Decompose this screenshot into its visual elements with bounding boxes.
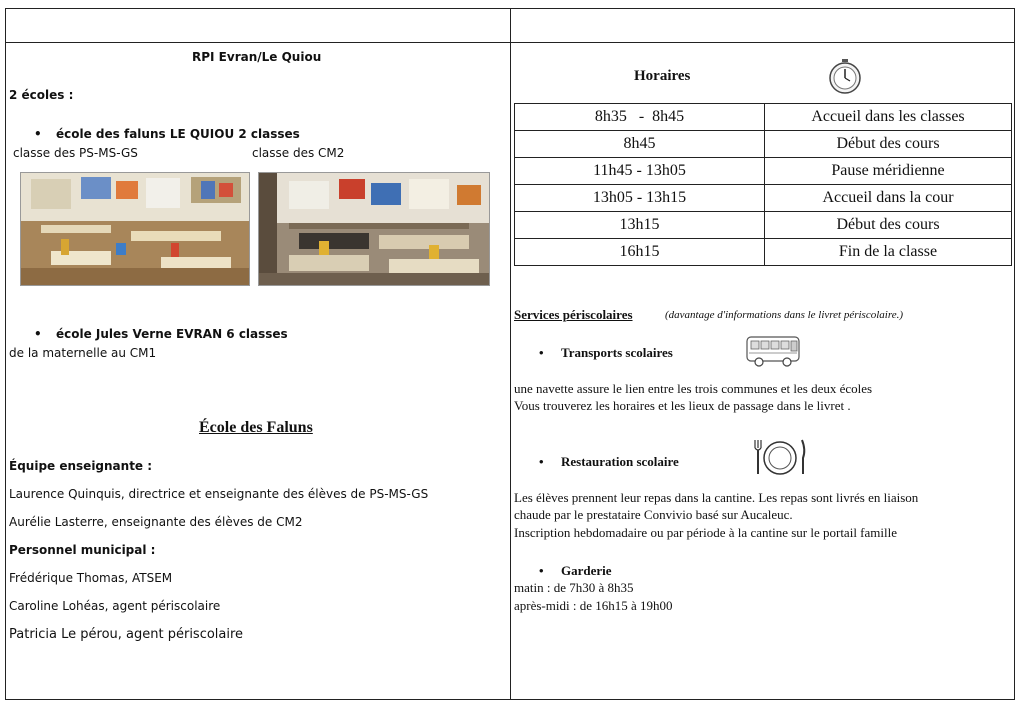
school1-name: • école des faluns LE QUIOU 2 classes <box>56 127 300 141</box>
personnel-member: Patricia Le pérou, agent périscolaire <box>9 627 244 642</box>
schedule-time: 11h45 - 13h05 <box>515 158 765 185</box>
school-bus-icon <box>745 331 803 369</box>
school2-desc: de la maternelle au CM1 <box>9 346 157 360</box>
schedule-time: 8h45 <box>515 131 765 158</box>
schedule-time: 13h15 <box>515 212 765 239</box>
column-divider <box>510 8 511 700</box>
equipe-member: Laurence Quinquis, directrice et enseignante des élèves de PS-MS-GS <box>9 487 429 501</box>
resto-line: chaude par le prestataire Convivio basé sur Aucaleuc. <box>514 507 793 522</box>
services-note: (davantage d'informations dans le livret périscolaire.) <box>665 309 904 321</box>
clock-icon <box>828 58 862 94</box>
services-title: Services périscolaires <box>514 307 633 322</box>
section-title: École des Faluns <box>199 419 313 436</box>
horaires-title: Horaires <box>634 68 691 84</box>
personnel-member: Caroline Lohéas, agent périscolaire <box>9 599 221 613</box>
transport-line: une navette assure le lien entre les trois communes et les deux écoles <box>514 381 873 396</box>
schedule-label: Fin de la classe <box>765 239 1012 266</box>
school2-name: • école Jules Verne EVRAN 6 classes <box>56 327 288 341</box>
garderie-line: après-midi : de 16h15 à 19h00 <box>514 598 673 613</box>
schedule-row <box>515 185 1012 212</box>
classroom-photo-cm2 <box>258 172 490 286</box>
schedule-label: Accueil dans la cour <box>765 185 1012 212</box>
schedule-row <box>515 158 1012 185</box>
schedule-label: Début des cours <box>765 212 1012 239</box>
personnel-member: Frédérique Thomas, ATSEM <box>9 571 173 585</box>
resto-line: Les élèves prennent leur repas dans la cantine. Les repas sont livrés en liaison <box>514 490 919 505</box>
fork-plate-icon <box>752 436 808 478</box>
schedule-label: Début des cours <box>765 131 1012 158</box>
schedule-row <box>515 212 1012 239</box>
schedule-row <box>515 104 1012 131</box>
resto-line: Inscription hebdomadaire ou par période à la cantine sur le portail famille <box>514 525 897 540</box>
schedule-label: Pause méridienne <box>765 158 1012 185</box>
schedule-table <box>514 103 1012 266</box>
transport-line: Vous trouverez les horaires et les lieux de passage dans le livret . <box>514 398 851 413</box>
schedule-time: 8h35 - 8h45 <box>515 104 765 131</box>
garderie-line: matin : de 7h30 à 8h35 <box>514 580 634 595</box>
transport-title: • Transports scolaires <box>561 345 673 361</box>
equipe-label: Équipe enseignante : <box>9 459 153 473</box>
personnel-label: Personnel municipal : <box>9 543 156 557</box>
schedule-time: 16h15 <box>515 239 765 266</box>
schedule-time: 13h05 - 13h15 <box>515 185 765 212</box>
schedule-row <box>515 239 1012 266</box>
resto-title: • Restauration scolaire <box>561 454 679 470</box>
ecoles-label: 2 écoles : <box>9 88 74 102</box>
equipe-member: Aurélie Lasterre, enseignante des élèves de CM2 <box>9 515 303 529</box>
rpi-title: RPI Evran/Le Quiou <box>192 50 322 64</box>
garderie-title: • Garderie <box>561 563 612 579</box>
schedule-label: Accueil dans les classes <box>765 104 1012 131</box>
classroom-photo-ps-ms-gs <box>20 172 250 286</box>
class-b-label: classe des CM2 <box>252 146 345 160</box>
class-a-label: classe des PS-MS-GS <box>13 146 138 160</box>
schedule-row <box>515 131 1012 158</box>
